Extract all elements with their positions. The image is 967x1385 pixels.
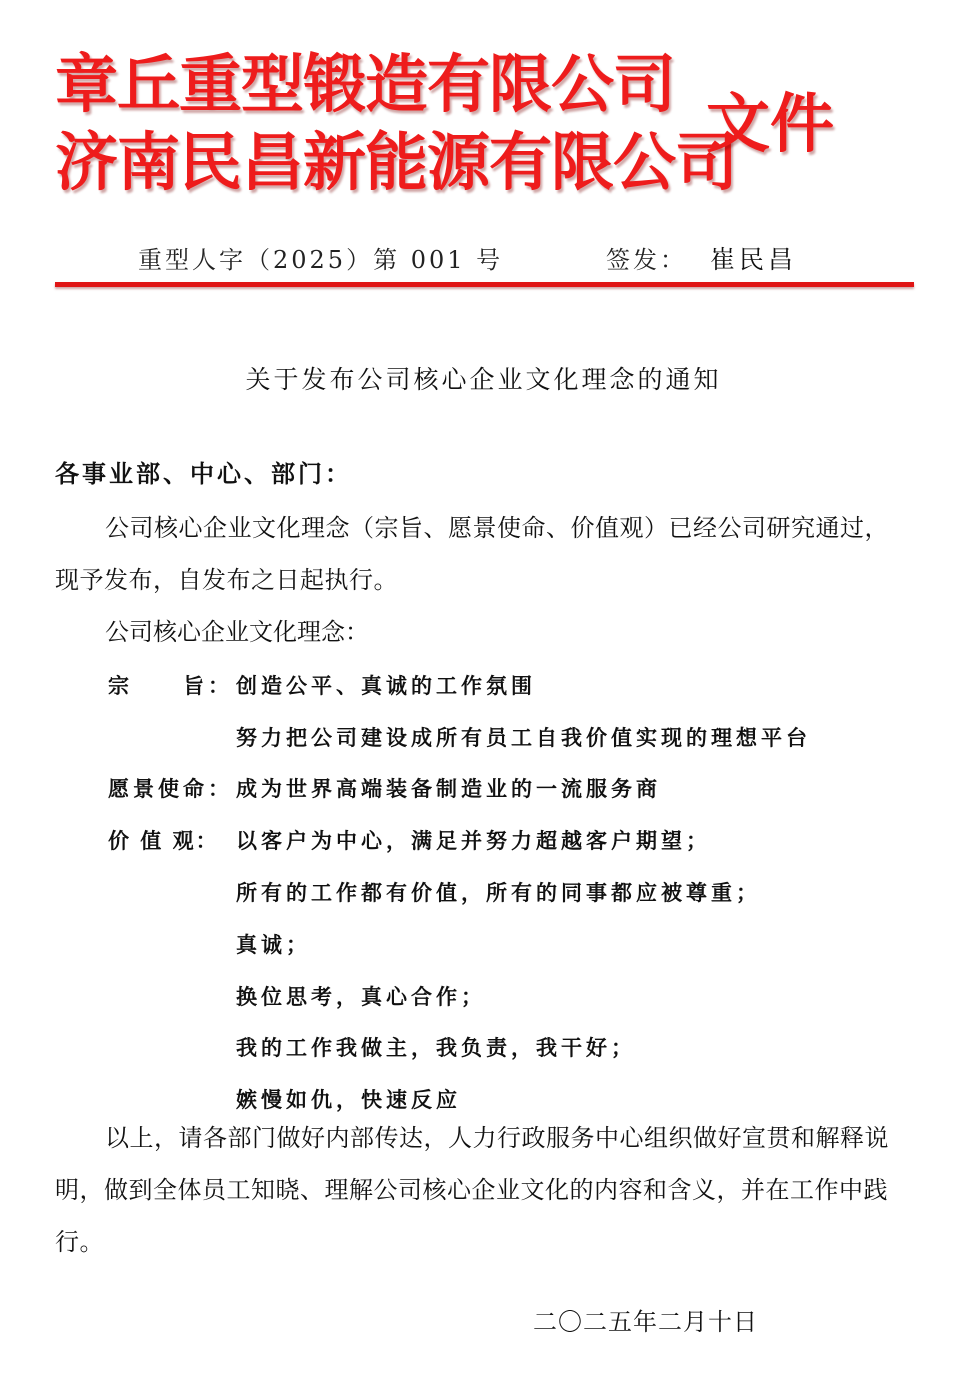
document-number: 重型人字（2025）第 001 号 bbox=[138, 246, 504, 274]
values-line: 所有的工作都有价值，所有的同事都应被尊重； bbox=[236, 880, 761, 905]
lead-paragraph: 公司核心企业文化理念： bbox=[105, 618, 369, 646]
values-label: 价 值 观： bbox=[108, 828, 219, 853]
values-line: 以客户为中心，满足并努力超越客户期望； bbox=[236, 828, 711, 853]
purpose-line: 努力把公司建设成所有员工自我价值实现的理想平台 bbox=[236, 725, 811, 750]
red-header-rule bbox=[55, 282, 914, 287]
issue-date: 二〇二五年二月十日 bbox=[533, 1308, 758, 1336]
vision-label: 愿景使命： bbox=[108, 776, 233, 801]
signer-name: 崔民昌 bbox=[710, 245, 798, 274]
values-line: 换位思考，真心合作； bbox=[236, 984, 486, 1009]
company-name-line2: 济南民昌新能源有限公司 bbox=[55, 126, 737, 199]
signer-label: 签发： bbox=[606, 246, 687, 274]
company-name-line1: 章丘重型锻造有限公司 bbox=[55, 48, 675, 121]
notice-title: 关于发布公司核心企业文化理念的通知 bbox=[245, 365, 722, 394]
vision-line: 成为世界高端装备制造业的一流服务商 bbox=[236, 776, 661, 801]
values-line: 我的工作我做主，我负责，我干好； bbox=[236, 1035, 636, 1060]
document-type-word: 文件 bbox=[706, 88, 834, 162]
intro-paragraph: 公司核心企业文化理念（宗旨、愿景使命、价值观）已经公司研究通过，现予发布，自发布之日起执行。 bbox=[55, 514, 889, 594]
purpose-label: 宗 旨： bbox=[108, 673, 233, 698]
purpose-line: 创造公平、真诚的工作氛围 bbox=[236, 673, 536, 698]
addressee: 各事业部、中心、部门： bbox=[55, 460, 352, 488]
closing-paragraph: 以上，请各部门做好内部传达，人力行政服务中心组织做好宣贯和解释说明，做到全体员工知晓、理解公司核心企业文化的内容和含义，并在工作中践行。 bbox=[55, 1124, 889, 1256]
values-line: 真诚； bbox=[236, 932, 311, 957]
values-line: 嫉慢如仇，快速反应 bbox=[236, 1087, 461, 1112]
